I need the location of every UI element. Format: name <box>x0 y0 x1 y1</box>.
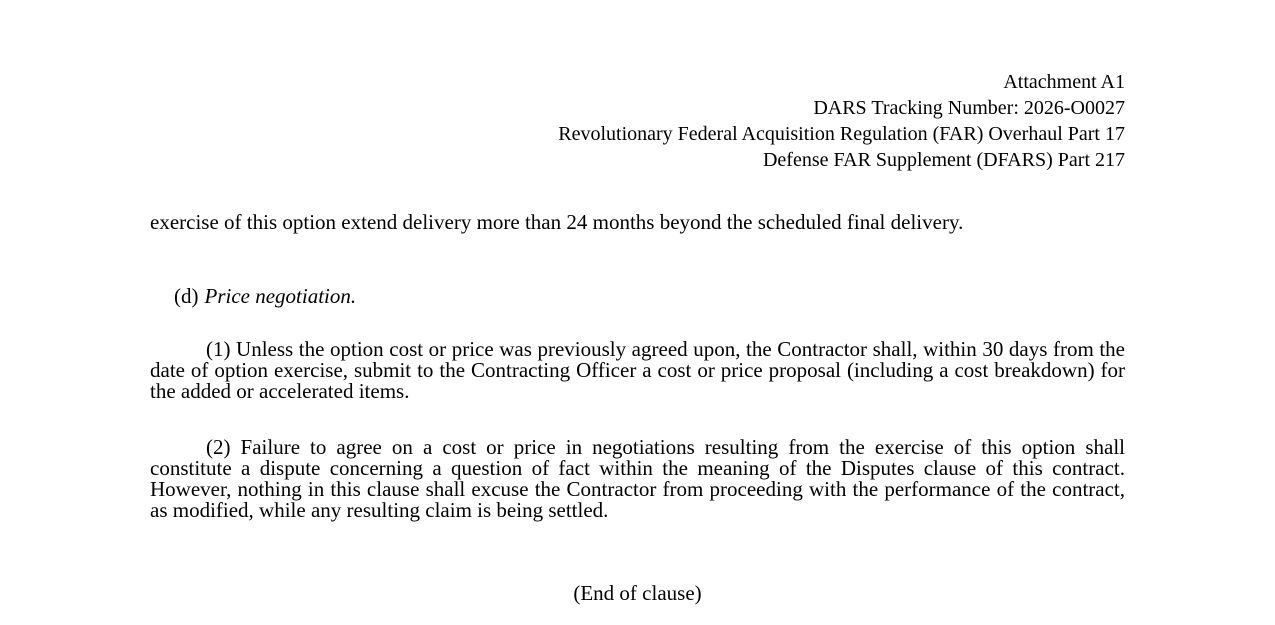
price-negotiation-heading: Price negotiation. <box>204 284 357 308</box>
dars-tracking-number: DARS Tracking Number: 2026-O0027 <box>813 97 1125 119</box>
continuation-paragraph: exercise of this option extend delivery more than 24 months beyond the scheduled final delivery. <box>150 210 964 234</box>
paragraph-d2: (2) Failure to agree on a cost or price in negotiations resulting from the exercise of this option shall constitute a dispute concerning a question of fact within the meaning of the Disputes clause of this contract. However, nothing in this clause shall excuse the Contractor from proceeding with the performance of the contract, as modified, while any resulting claim is being settled. <box>150 435 1125 522</box>
document-header <box>558 69 1125 173</box>
attachment-label: Attachment A1 <box>1003 71 1125 93</box>
document-page <box>150 0 1125 625</box>
dfars-part: Defense FAR Supplement (DFARS) Part 217 <box>762 149 1125 171</box>
far-overhaul-part: Revolutionary Federal Acquisition Regulation (FAR) Overhaul Part 17 <box>558 123 1125 145</box>
paragraph-d-heading <box>174 286 1149 307</box>
paragraph-d-label: (d) <box>174 284 199 308</box>
end-of-clause: (End of clause) <box>573 581 702 605</box>
paragraph-d1: (1) Unless the option cost or price was previously agreed upon, the Contractor shall, within 30 days from the date of option exercise, submit to the Contracting Officer a cost or price proposal (including a cost breakdown) for the added or accelerated items. <box>150 337 1125 403</box>
